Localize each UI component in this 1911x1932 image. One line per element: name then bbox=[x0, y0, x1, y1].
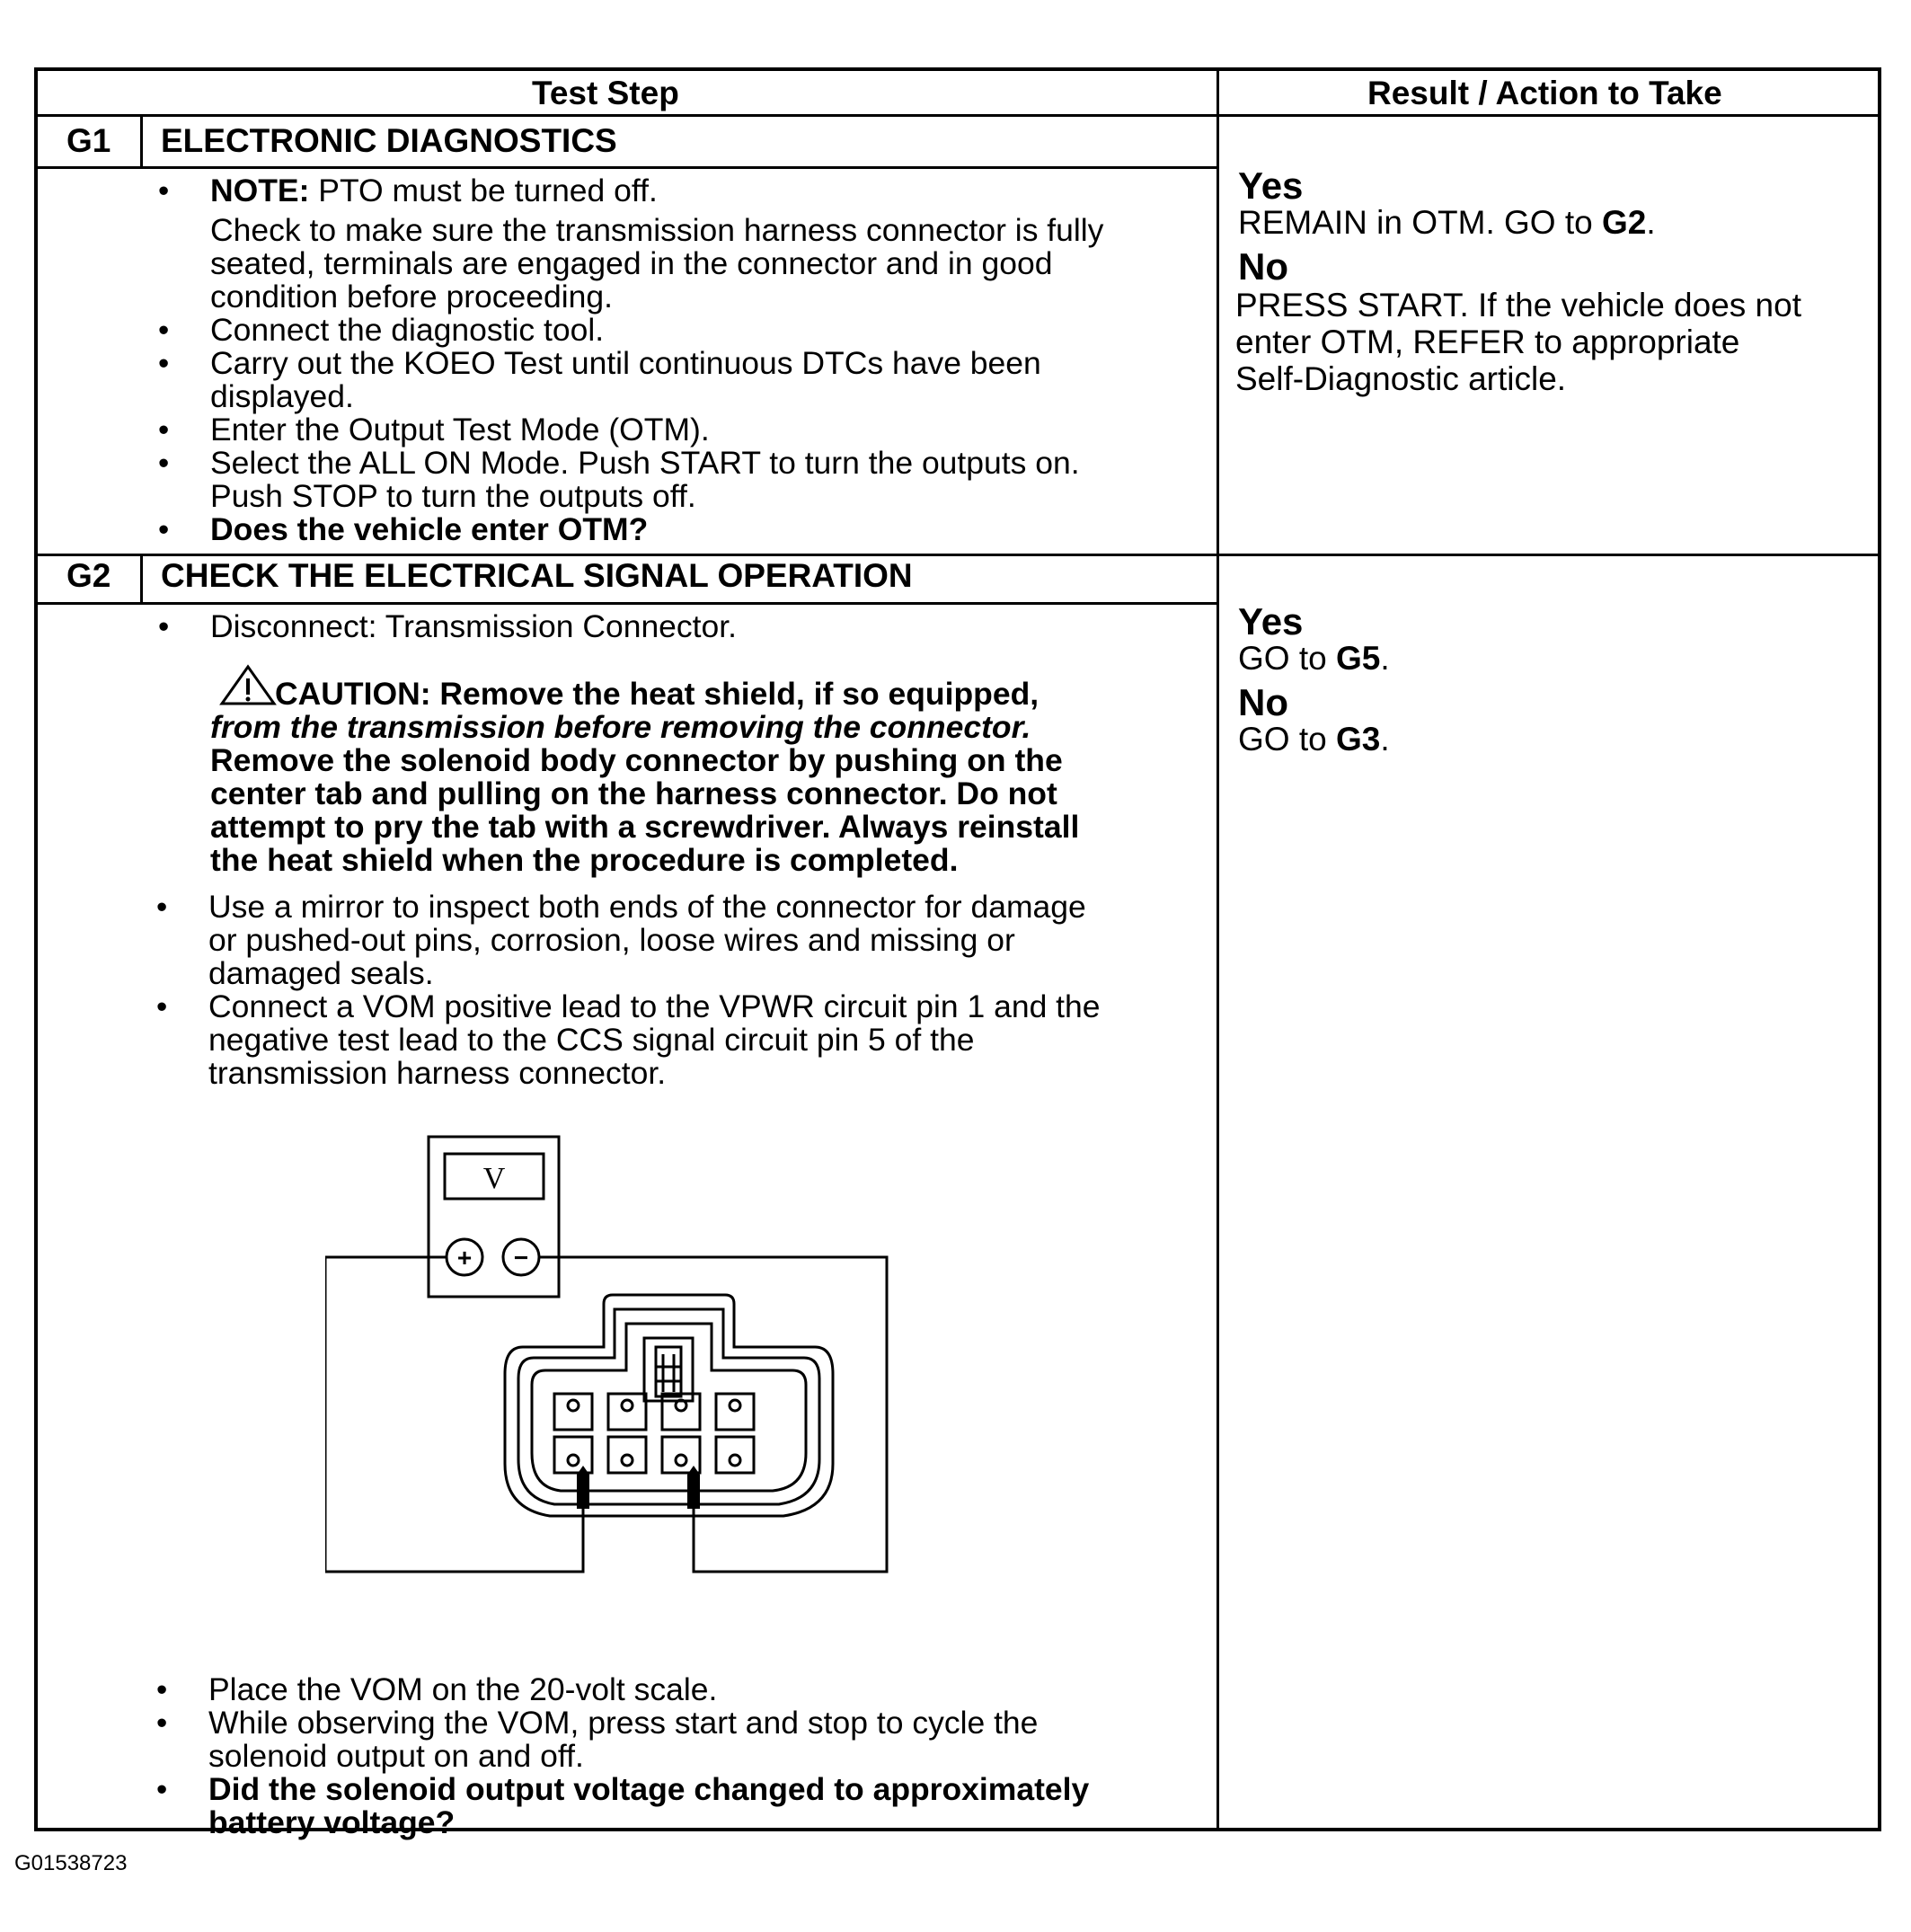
caution-line: CAUTION: Remove the heat shield, if so equipped, bbox=[275, 676, 1040, 712]
list-item bbox=[158, 312, 1103, 348]
negative-probe-tip bbox=[687, 1466, 700, 1509]
positive-test-lead bbox=[325, 1257, 583, 1572]
header-divider bbox=[38, 114, 1881, 117]
caution-line: center tab and pulling on the harness connector. Do not bbox=[210, 775, 1057, 811]
bullet: • bbox=[158, 173, 170, 208]
header-test-step: Test Step bbox=[532, 75, 679, 111]
yes-action-text: GO to bbox=[1238, 640, 1336, 677]
g1-yes-action bbox=[1238, 204, 1656, 241]
bullet: • bbox=[156, 1706, 168, 1741]
bullet: • bbox=[156, 890, 168, 925]
list-item-text: displayed. bbox=[210, 378, 354, 414]
list-item-text: transmission harness connector. bbox=[208, 1055, 667, 1091]
g1-title-divider bbox=[38, 166, 1216, 169]
note-detail-line: Check to make sure the transmission harness connector is fully bbox=[210, 212, 1104, 248]
caution-line: from the transmission before removing the connector. bbox=[210, 709, 1031, 745]
list-item-text: Enter the Output Test Mode (OTM). bbox=[210, 412, 710, 448]
list-item-text: negative test lead to the CCS signal circuit pin 5 of the bbox=[208, 1022, 975, 1058]
list-item bbox=[156, 889, 1101, 991]
bullet: • bbox=[158, 512, 170, 547]
yes-action-end: . bbox=[1646, 204, 1656, 241]
yes-action-text: REMAIN in OTM. GO to bbox=[1238, 204, 1602, 241]
caution-line: Remove the solenoid body connector by pushing on the bbox=[210, 742, 1063, 778]
header-result: Result / Action to Take bbox=[1367, 75, 1722, 111]
yes-step-ref: G5 bbox=[1335, 640, 1381, 677]
list-item-text: Carry out the KOEO Test until continuous DTCs have been bbox=[210, 345, 1041, 381]
caution-line: attempt to pry the tab with a screwdriver. Always reinstall bbox=[210, 809, 1080, 845]
step-id-g1: G1 bbox=[66, 122, 111, 159]
g2-id-divider bbox=[140, 554, 143, 604]
g2-no-action bbox=[1238, 721, 1390, 758]
caution-line: the heat shield when the procedure is completed. bbox=[210, 842, 959, 878]
caution-block bbox=[210, 678, 1079, 877]
bullet: • bbox=[156, 989, 168, 1024]
list-item bbox=[158, 445, 1103, 514]
list-item bbox=[158, 412, 1103, 448]
question-text: battery voltage? bbox=[208, 1804, 456, 1840]
voltmeter-body bbox=[429, 1137, 559, 1297]
no-action-line: enter OTM, REFER to appropriate bbox=[1235, 323, 1740, 360]
list-item bbox=[156, 988, 1101, 1091]
list-item-text: Disconnect: Transmission Connector. bbox=[210, 608, 738, 644]
step-title-g2: CHECK THE ELECTRICAL SIGNAL OPERATION bbox=[161, 557, 913, 594]
list-item-text: Connect a VOM positive lead to the VPWR circuit pin 1 and the bbox=[208, 988, 1101, 1024]
g2-instructions-top bbox=[158, 608, 738, 644]
no-action-text: GO to bbox=[1238, 721, 1336, 758]
bullet: • bbox=[158, 412, 170, 448]
list-item-text: Use a mirror to inspect both ends of the connector for damage bbox=[208, 889, 1086, 925]
column-divider bbox=[1216, 71, 1219, 1831]
g1-no-action bbox=[1235, 287, 1801, 397]
list-item bbox=[158, 608, 738, 644]
note-detail-line: condition before proceeding. bbox=[210, 279, 614, 315]
positive-terminal-label: + bbox=[456, 1244, 473, 1272]
no-action-line: PRESS START. If the vehicle does not bbox=[1235, 287, 1801, 323]
g2-instructions-bottom bbox=[156, 1671, 1090, 1840]
note-detail bbox=[210, 214, 1103, 314]
list-item bbox=[158, 345, 1103, 414]
negative-terminal-label: − bbox=[513, 1244, 529, 1272]
list-item bbox=[158, 173, 1103, 208]
g1-id-divider bbox=[140, 114, 143, 168]
list-item-text: damaged seals. bbox=[208, 955, 434, 991]
list-item-text: or pushed-out pins, corrosion, loose wires and missing or bbox=[208, 922, 1015, 958]
list-item bbox=[158, 511, 1103, 547]
list-item bbox=[156, 1705, 1089, 1774]
g1-instructions bbox=[158, 173, 1104, 547]
voltmeter-label: V bbox=[482, 1162, 506, 1195]
bullet: • bbox=[156, 1772, 168, 1807]
bullet: • bbox=[158, 446, 170, 481]
list-item bbox=[156, 1671, 1089, 1707]
list-item-text: solenoid output on and off. bbox=[208, 1738, 584, 1774]
g2-instructions-mid bbox=[156, 889, 1101, 1091]
g2-no-label: No bbox=[1238, 681, 1288, 723]
list-item-text: Connect the diagnostic tool. bbox=[210, 312, 605, 348]
question-text: Did the solenoid output voltage changed to approximately bbox=[208, 1771, 1090, 1807]
g1-yes-label: Yes bbox=[1238, 164, 1304, 207]
yes-step-ref: G2 bbox=[1602, 204, 1647, 241]
no-action-end: . bbox=[1380, 721, 1390, 758]
step-title-g1: ELECTRONIC DIAGNOSTICS bbox=[161, 122, 617, 159]
yes-action-end: . bbox=[1380, 640, 1390, 677]
step-id-g2: G2 bbox=[66, 557, 111, 594]
bullet: • bbox=[158, 609, 170, 644]
vom-connector-diagram bbox=[325, 1131, 900, 1653]
list-item-text: Place the VOM on the 20-volt scale. bbox=[208, 1671, 718, 1707]
no-step-ref: G3 bbox=[1335, 721, 1381, 758]
g2-yes-action bbox=[1238, 640, 1390, 677]
g1-no-label: No bbox=[1238, 245, 1288, 288]
figure-id: G01538723 bbox=[14, 1851, 128, 1875]
list-item-text: Push STOP to turn the outputs off. bbox=[210, 478, 696, 514]
no-action-line: Self-Diagnostic article. bbox=[1235, 360, 1567, 397]
bullet: • bbox=[158, 346, 170, 381]
note-text: PTO must be turned off. bbox=[309, 173, 658, 208]
g1-g2-divider bbox=[38, 554, 1881, 556]
g2-title-divider bbox=[38, 602, 1216, 605]
list-item-text: Select the ALL ON Mode. Push START to turn the outputs on. bbox=[210, 445, 1080, 481]
positive-probe-tip bbox=[577, 1466, 589, 1509]
question-text: Does the vehicle enter OTM? bbox=[210, 511, 649, 547]
bullet: • bbox=[158, 313, 170, 348]
g2-yes-label: Yes bbox=[1238, 600, 1304, 643]
list-item bbox=[156, 1771, 1090, 1840]
procedure-table bbox=[34, 67, 1881, 1840]
note-detail-line: seated, terminals are engaged in the connector and in good bbox=[210, 245, 1053, 281]
bullet: • bbox=[156, 1672, 168, 1707]
note-label: NOTE: bbox=[210, 173, 310, 208]
list-item-text: While observing the VOM, press start and stop to cycle the bbox=[208, 1705, 1039, 1741]
